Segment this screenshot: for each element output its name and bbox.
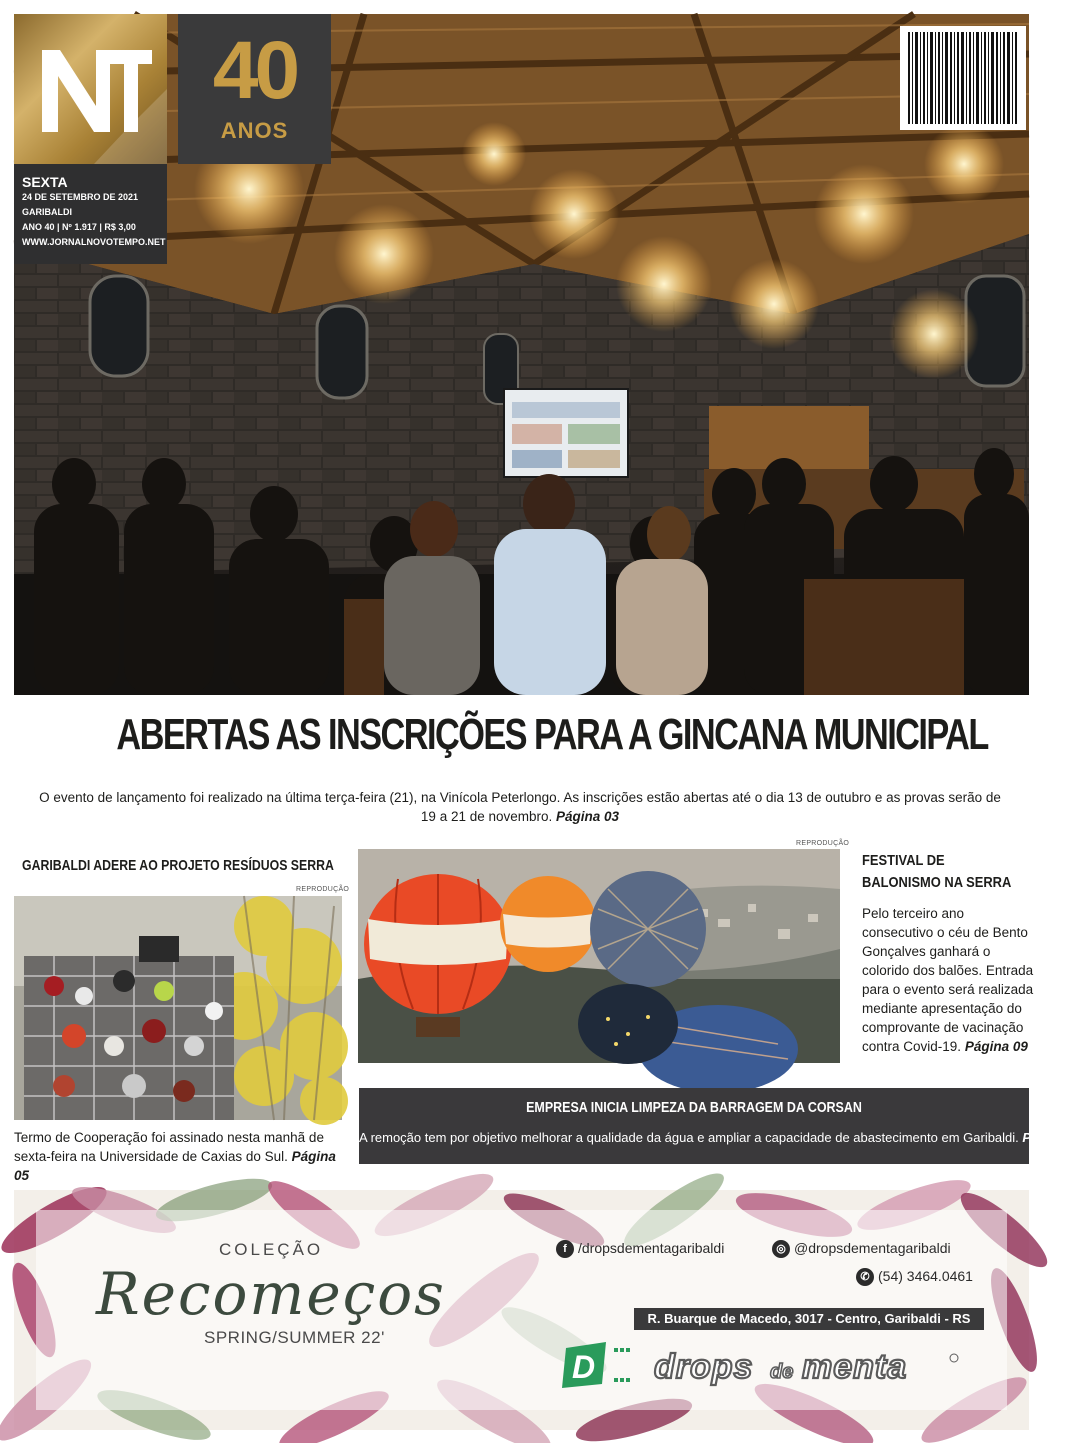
barcode-icon xyxy=(908,32,1018,124)
svg-text:D: D xyxy=(572,1349,596,1385)
issue-website[interactable]: WWW.JORNALNOVOTEMPO.NET xyxy=(22,237,166,247)
issue-edition: ANO 40 | Nº 1.917 | R$ 3,00 xyxy=(22,222,136,232)
balonismo-photo-credit: REPRODUÇÃO xyxy=(796,840,850,847)
corsan-title[interactable]: EMPRESA INICIA LIMPEZA DA BARRAGEM DA CORSAN xyxy=(526,1100,862,1116)
issue-date: 24 DE SETEMBRO DE 2021 xyxy=(22,192,139,202)
residuos-photo-credit: REPRODUÇÃO xyxy=(296,886,350,893)
balloons-photo-illustration xyxy=(358,849,840,1063)
ad-instagram-text: @dropsdementagaribaldi xyxy=(794,1240,951,1256)
issue-day: SEXTA xyxy=(22,174,68,190)
residuos-photo xyxy=(14,896,342,1120)
anniversary-word: ANOS xyxy=(220,118,289,143)
issue-city: GARIBALDI xyxy=(22,207,72,217)
ad-collection-label: COLEÇÃO xyxy=(219,1240,324,1259)
ad-facebook[interactable] xyxy=(556,1240,724,1258)
balonismo-text-body: Pelo terceiro ano consecutivo o céu de Bento Gonçalves ganhará o colorido dos balões. Entrada para o evento será realizada mediante apresentação do comprovante de vacinação contra Covid-19. xyxy=(862,906,1034,1054)
corsan-text-body: A remoção tem por objetivo melhorar a qualidade da água e ampliar a capacidade de abastecimento em Garibaldi. xyxy=(359,1130,1019,1145)
ad-instagram[interactable] xyxy=(772,1240,951,1258)
ad-season: SPRING/SUMMER 22' xyxy=(204,1328,385,1347)
ad-phone-text: (54) 3464.0461 xyxy=(878,1268,973,1284)
instagram-icon: ◎ xyxy=(772,1240,790,1258)
ad-collection-name: Recomeços xyxy=(96,1260,446,1328)
svg-text:de: de xyxy=(770,1361,794,1383)
corsan-story-box xyxy=(359,1088,1083,1164)
ad-phone[interactable] xyxy=(856,1268,973,1286)
main-lead-text: O evento de lançamento foi realizado na última terça-feira (21), na Vinícola Peterlongo. As inscrições estão abertas até o dia 13 de outubro e as provas serão de 19 a 21 de novembro. xyxy=(39,790,1001,824)
balonismo-photo xyxy=(358,849,840,1063)
main-lead xyxy=(30,788,1010,826)
recycling-photo-illustration xyxy=(14,896,342,1120)
balonismo-text xyxy=(862,904,1034,1056)
balonismo-page-ref[interactable]: Página 09 xyxy=(964,1039,1028,1054)
main-headline[interactable]: ABERTAS AS INSCRIÇÕES PARA A GINCANA MUNICIPAL xyxy=(116,710,988,759)
nt-logo-icon xyxy=(14,14,167,164)
residuos-caption-text: Termo de Cooperação foi assinado nesta manhã de sexta-feira na Universidade de Caxias do Sul. xyxy=(14,1130,324,1164)
ad-facebook-text: /dropsdementagaribaldi xyxy=(578,1240,725,1256)
barcode xyxy=(900,26,1026,130)
corsan-page-ref[interactable]: Página 07 xyxy=(1022,1130,1083,1145)
ad-address: R. Buarque de Macedo, 3017 - Centro, Garibaldi - RS xyxy=(634,1308,984,1330)
facebook-icon: f xyxy=(556,1240,574,1258)
issue-info xyxy=(14,164,167,264)
svg-text:drops: drops xyxy=(654,1348,754,1386)
corsan-text xyxy=(359,1129,1083,1147)
main-page-ref[interactable]: Página 03 xyxy=(556,809,620,824)
residuos-page-ref[interactable]: Página 05 xyxy=(14,1149,336,1183)
anniversary-number: 40 xyxy=(212,25,297,116)
drops-de-menta-logo[interactable] xyxy=(562,1340,992,1390)
residuos-kicker[interactable]: GARIBALDI ADERE AO PROJETO RESÍDUOS SERRA xyxy=(22,857,334,874)
balonismo-title[interactable]: FESTIVAL DE BALONISMO NA SERRA xyxy=(862,852,1012,891)
anniversary-badge xyxy=(178,14,331,164)
svg-text:menta: menta xyxy=(802,1348,908,1386)
newspaper-logo[interactable] xyxy=(14,14,167,164)
residuos-caption xyxy=(14,1128,346,1185)
drops-de-menta-logo-icon xyxy=(562,1340,992,1390)
phone-icon: ✆ xyxy=(856,1268,874,1286)
